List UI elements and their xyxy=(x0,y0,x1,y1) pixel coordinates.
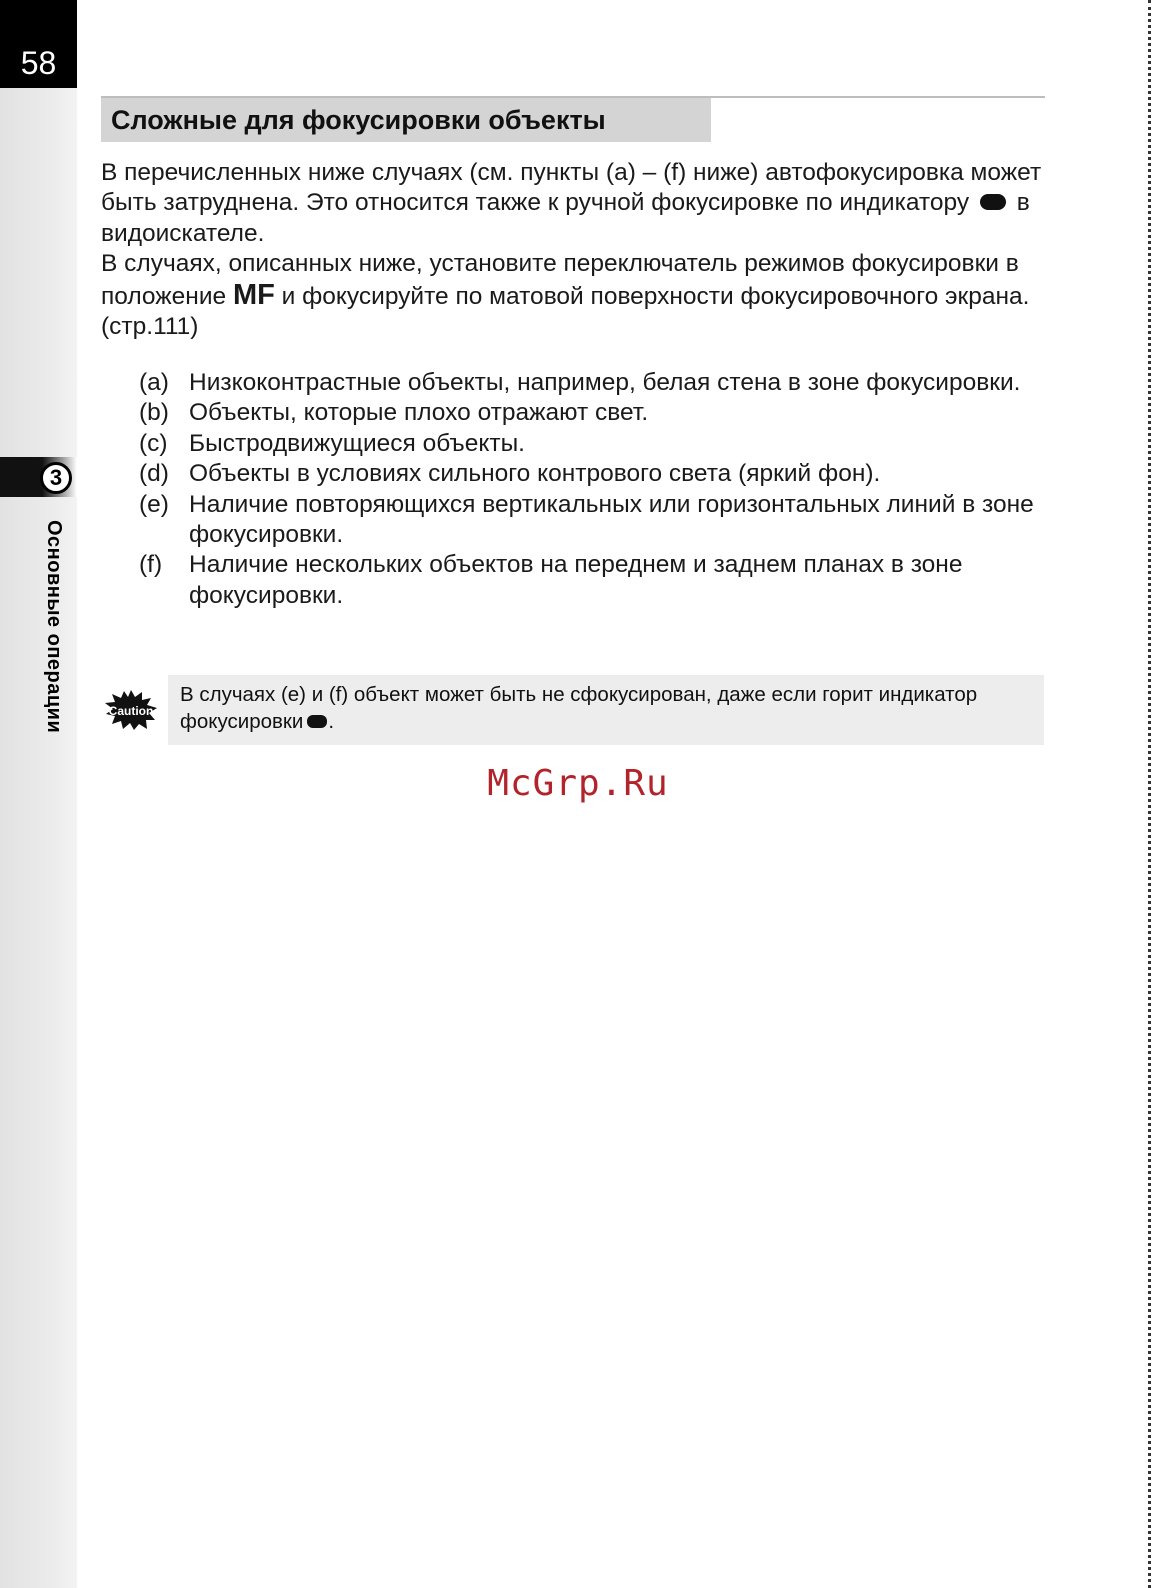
case-text: Объекты, которые плохо отражают свет. xyxy=(189,399,649,427)
list-item xyxy=(139,459,1039,489)
case-label: (b) xyxy=(139,399,169,427)
case-label: (e) xyxy=(139,490,169,518)
section-header xyxy=(101,96,1045,142)
watermark: McGrp.Ru xyxy=(487,763,669,804)
caution-icon-label: Caution xyxy=(108,704,154,718)
focus-indicator-icon xyxy=(307,715,327,728)
intro-p2-part2: и фокусируйте по матовой поверхности фокусировочного экрана. (стр.111) xyxy=(101,282,1030,341)
case-text: Быстродвижущиеся объекты. xyxy=(189,429,525,457)
list-item xyxy=(139,368,1039,398)
cases-list xyxy=(139,368,1039,611)
caution-icon xyxy=(104,690,158,730)
chapter-number: 3 xyxy=(40,462,72,494)
list-item xyxy=(139,398,1039,428)
caution-text-end: . xyxy=(328,710,335,733)
case-text: Низкоконтрастные объекты, например, белая стена в зоне фокусировки. xyxy=(189,369,1021,396)
caution-text: В случаях (e) и (f) объект может быть не сфокусирован, даже если горит индикатор фокусировки xyxy=(180,683,978,733)
case-label: (c) xyxy=(139,429,168,457)
intro-p2-part1: В случаях, описанных ниже, установите переключатель режимов фокусировки в положение xyxy=(101,250,1019,310)
intro-text xyxy=(101,158,1051,342)
focus-indicator-icon xyxy=(980,194,1006,210)
list-item xyxy=(139,429,1039,459)
section-title: Сложные для фокусировки объекты xyxy=(101,98,711,142)
intro-p1-part2: в видоискателе. xyxy=(101,189,1030,247)
case-text: Наличие нескольких объектов на переднем и заднем планах в зоне фокусировки. xyxy=(189,551,963,609)
mf-label: MF xyxy=(232,278,275,311)
case-label: (d) xyxy=(139,460,169,488)
case-text: Объекты в условиях сильного контрового света (яркий фон). xyxy=(189,460,881,488)
list-item xyxy=(139,550,1039,611)
intro-paragraph-2 xyxy=(101,249,1051,342)
case-text: Наличие повторяющихся вертикальных или горизонтальных линий в зоне фокусировки. xyxy=(189,490,1034,549)
intro-paragraph-1 xyxy=(101,158,1051,249)
list-item xyxy=(139,490,1039,551)
intro-p1-part1: В перечисленных ниже случаях (см. пункты (a) – (f) ниже) автофокусировка может быть затруднена. Это относится также к ручной фокусировке по индикатору xyxy=(101,159,1042,217)
case-label: (f) xyxy=(139,551,163,579)
case-label: (a) xyxy=(139,369,169,396)
chapter-title: Основные операции xyxy=(43,520,65,734)
page-number: 58 xyxy=(0,0,77,88)
caution-note xyxy=(168,675,1044,745)
